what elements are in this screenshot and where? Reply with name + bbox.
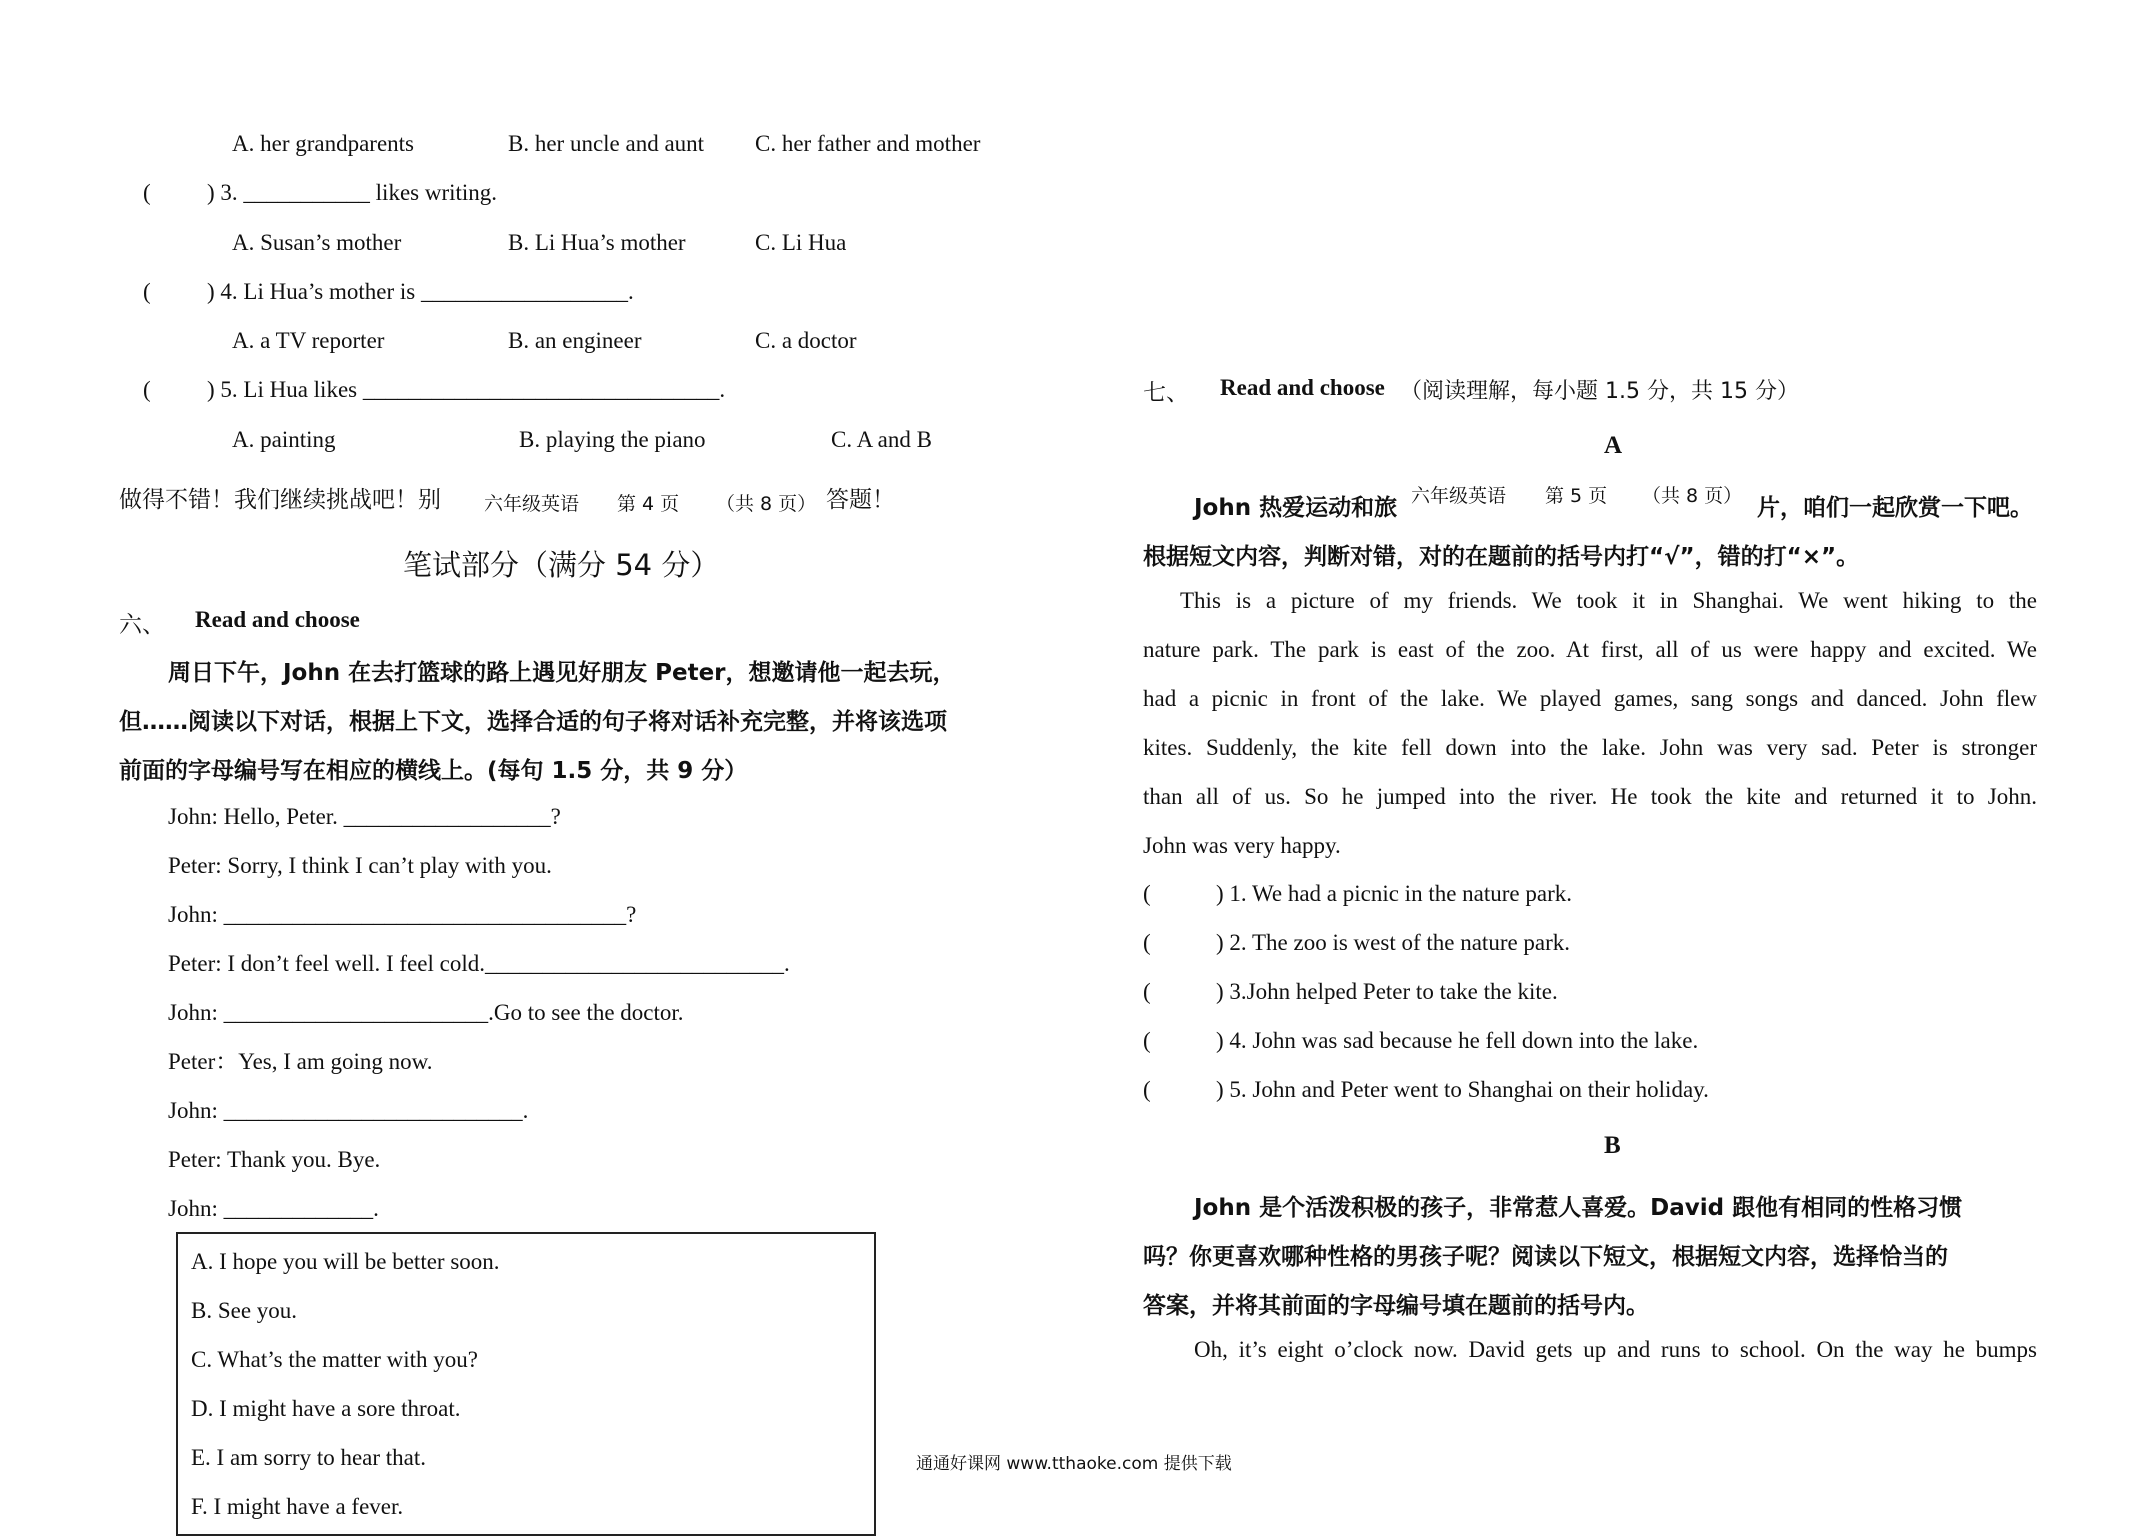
q4-option-a: A. a TV reporter — [232, 328, 385, 353]
part-a-intro-start: John 热爱运动和旅 — [1194, 495, 1398, 521]
passage-a-line-3: had a picnic in front of the lake. We played games, sang songs and danced. John flew — [1143, 686, 2037, 711]
choice-b: B. See you. — [191, 1298, 298, 1323]
dialogue-line-8: Peter: Thank you. Bye. — [168, 1147, 381, 1172]
part-b-intro-line2: 吗？你更喜欢哪种性格的男孩子呢？阅读以下短文，根据短文内容，选择恰当的 — [1143, 1244, 1948, 1270]
passage-a-line-5: than all of us. So he jumped into the river. He took the kite and returned it to John. — [1143, 784, 2037, 809]
passage-a-line-6: John was very happy. — [1143, 833, 1341, 858]
choice-a: A. I hope you will be better soon. — [191, 1249, 500, 1274]
q5-bracket: ( — [143, 377, 151, 402]
q5-option-b: B. playing the piano — [519, 427, 706, 452]
section-6-title: Read and choose — [195, 607, 360, 632]
q4-option-b: B. an engineer — [508, 328, 642, 353]
footer-total-p4: （共 8 页） — [716, 493, 817, 515]
a-question-4: ) 4. John was sad because he fell down into the lake. — [1216, 1028, 1699, 1053]
q3-option-c: C. Li Hua — [755, 230, 847, 255]
a-q3-bracket: ( — [1143, 979, 1151, 1004]
part-a-intro-line2: 根据短文内容，判断对错，对的在题前的括号内打“√”，错的打“×”。 — [1143, 544, 1860, 570]
footer-total-p5: （共 8 页） — [1642, 485, 1743, 507]
q4-option-c: C. a doctor — [755, 328, 857, 353]
q3-option-b: B. Li Hua’s mother — [508, 230, 686, 255]
dialogue-line-9: John: _____________. — [168, 1196, 379, 1221]
section-6-number: 六、 — [119, 612, 165, 638]
choice-f: F. I might have a fever. — [191, 1494, 404, 1519]
dialogue-line-2: Peter: Sorry, I think I can’t play with you. — [168, 853, 552, 878]
dialogue-line-5: John: _______________________.Go to see the doctor. — [168, 1000, 684, 1025]
part-a-heading: A — [1604, 432, 1623, 459]
a-q2-bracket: ( — [1143, 930, 1151, 955]
a-question-1: ) 1. We had a picnic in the nature park. — [1216, 881, 1573, 906]
part-b-intro-line1: John 是个活泼积极的孩子，非常惹人喜爱。David 跟他有相同的性格习惯 — [1194, 1195, 1963, 1221]
footer-page-p4: 第 4 页 — [617, 493, 680, 515]
encourage-text-start: 做得不错！我们继续挑战吧！别 — [119, 487, 441, 513]
dialogue-line-1: John: Hello, Peter. __________________? — [168, 804, 561, 829]
dialogue-line-3: John: ___________________________________? — [168, 902, 637, 927]
section-6-intro-line3: 前面的字母编号写在相应的横线上。(每句 1.5 分，共 9 分） — [119, 758, 748, 784]
a-question-5: ) 5. John and Peter went to Shanghai on their holiday. — [1216, 1077, 1709, 1102]
part-b-heading: B — [1604, 1132, 1621, 1159]
q4-question: ) 4. Li Hua’s mother is __________________. — [207, 279, 634, 304]
q2-option-a: A. her grandparents — [232, 131, 415, 156]
dialogue-line-6: Peter：Yes, I am going now. — [168, 1049, 433, 1074]
passage-a-line-1: This is a picture of my friends. We took it in Shanghai. We went hiking to the — [1180, 588, 2037, 613]
section-7-title: Read and choose — [1220, 375, 1385, 400]
dialogue-line-7: John: __________________________. — [168, 1098, 529, 1123]
q5-option-a: A. painting — [232, 427, 336, 452]
footer-page-p5: 第 5 页 — [1545, 485, 1608, 507]
q2-option-c: C. her father and mother — [755, 131, 981, 156]
dialogue-line-4: Peter: I don’t feel well. I feel cold.__________________________. — [168, 951, 790, 976]
section-6-intro-line1: 周日下午，John 在去打篮球的路上遇见好朋友 Peter，想邀请他一起去玩， — [168, 660, 956, 686]
a-q5-bracket: ( — [1143, 1077, 1151, 1102]
footer-grade-p4: 六年级英语 — [484, 493, 580, 515]
q3-option-a: A. Susan’s mother — [232, 230, 402, 255]
q3-bracket: ( — [143, 180, 151, 205]
encourage-text-end: 答题！ — [826, 487, 895, 513]
passage-b-line-1: Oh, it’s eight o’clock now. David gets up and runs to school. On the way he bumps — [1194, 1337, 2037, 1362]
section-7-number: 七、 — [1143, 380, 1189, 406]
a-q1-bracket: ( — [1143, 881, 1151, 906]
passage-a-line-2: nature park. The park is east of the zoo. At first, all of us were happy and excited. We — [1143, 637, 2037, 662]
q4-bracket: ( — [143, 279, 151, 304]
part-a-intro-end: 片，咱们一起欣赏一下吧。 — [1757, 495, 2033, 521]
passage-a-line-4: kites. Suddenly, the kite fell down into the lake. John was very sad. Peter is stronger — [1143, 735, 2037, 760]
choice-e: E. I am sorry to hear that. — [191, 1445, 427, 1470]
footer-grade-p5: 六年级英语 — [1411, 485, 1507, 507]
a-question-3: ) 3.John helped Peter to take the kite. — [1216, 979, 1558, 1004]
answer-choices-box — [176, 1232, 876, 1536]
section-7-note: （阅读理解，每小题 1.5 分，共 15 分） — [1400, 379, 1799, 404]
section-6-intro-line2: 但……阅读以下对话，根据上下文，选择合适的句子将对话补充完整，并将该选项 — [119, 709, 947, 735]
a-question-2: ) 2. The zoo is west of the nature park. — [1216, 930, 1571, 955]
q5-question: ) 5. Li Hua likes _______________________________. — [207, 377, 726, 402]
choice-d: D. I might have a sore throat. — [191, 1396, 461, 1421]
q3-question: ) 3. ___________ likes writing. — [207, 180, 498, 205]
a-q4-bracket: ( — [1143, 1028, 1151, 1053]
q5-option-c: C. A and B — [831, 427, 932, 452]
q2-option-b: B. her uncle and aunt — [508, 131, 705, 156]
part-b-intro-line3: 答案，并将其前面的字母编号填在题前的括号内。 — [1143, 1293, 1649, 1319]
written-section-title: 笔试部分（满分 54 分） — [403, 548, 720, 582]
download-watermark: 通通好课网 www.tthaoke.com 提供下载 — [916, 1454, 1232, 1474]
choice-c: C. What’s the matter with you? — [191, 1347, 479, 1372]
